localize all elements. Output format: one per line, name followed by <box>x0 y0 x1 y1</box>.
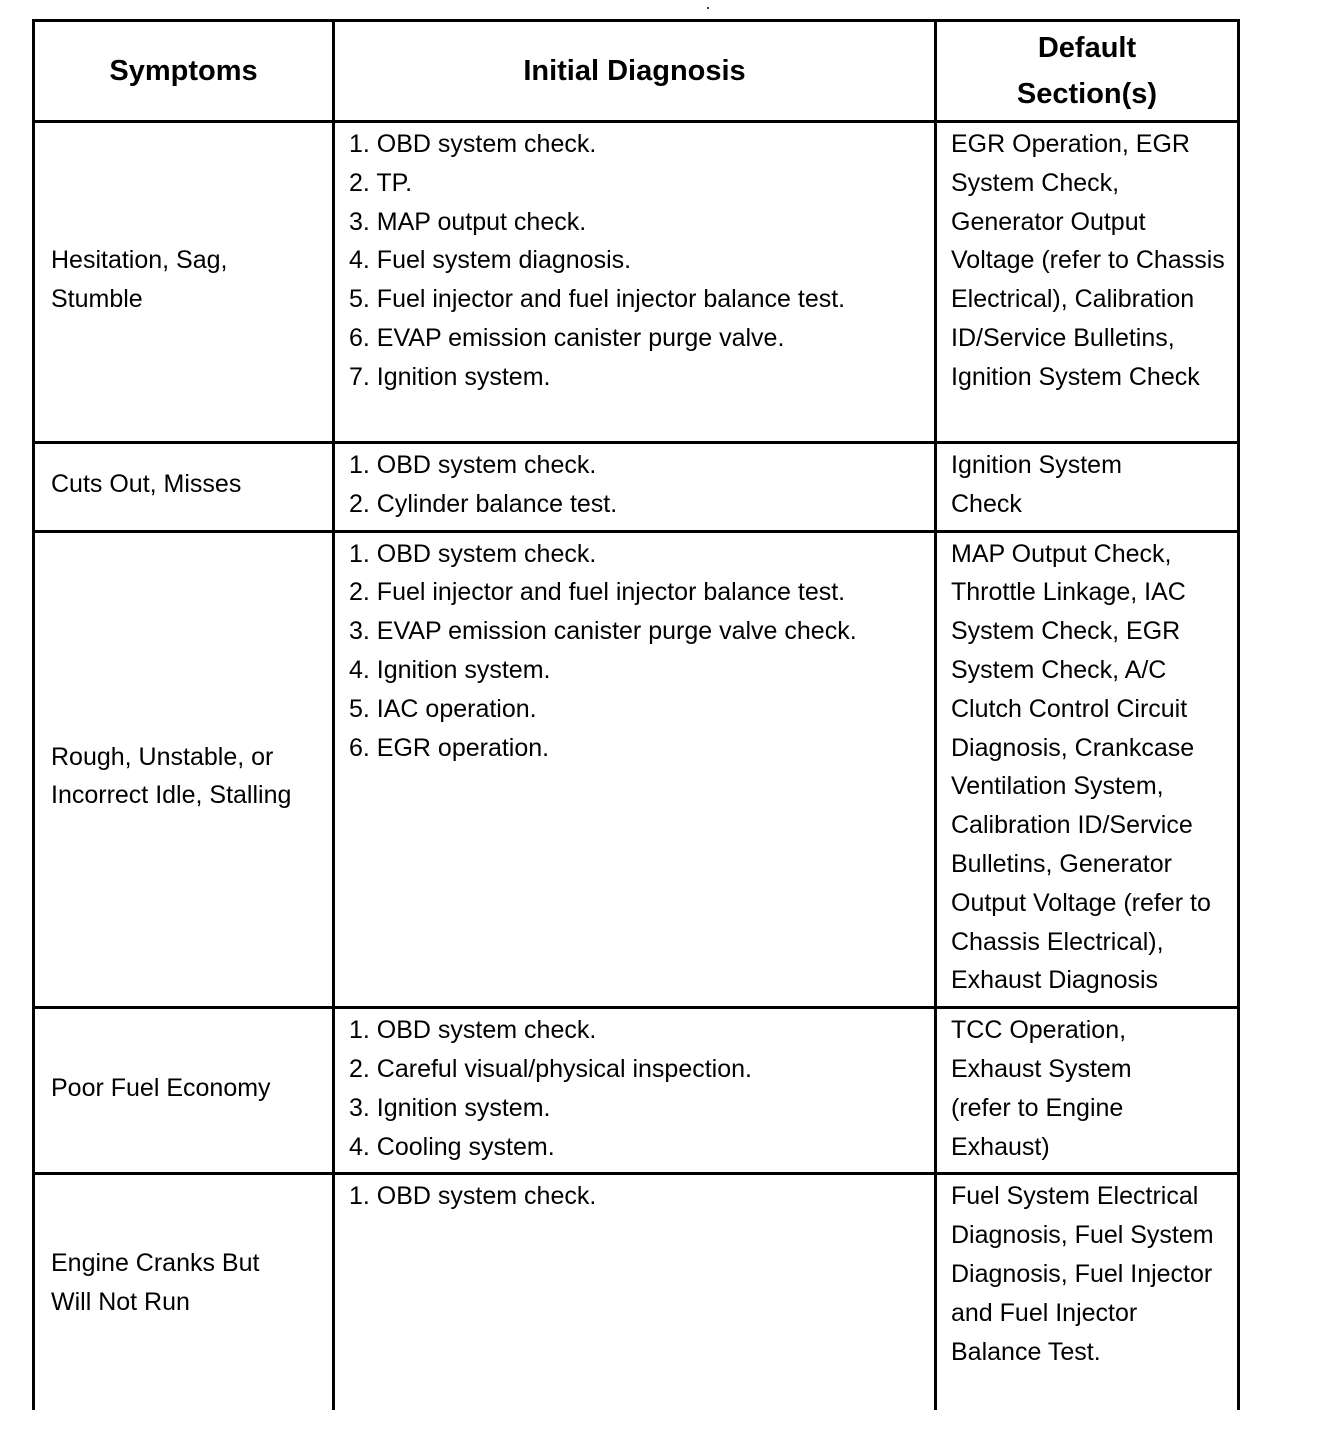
symptom-cell: Engine Cranks But Will Not Run <box>34 1174 334 1410</box>
diagnosis-cell <box>334 122 936 443</box>
list-item: 3. MAP output check. <box>349 207 587 236</box>
table-row <box>34 443 1239 532</box>
list-item: 7. Ignition system. <box>349 362 551 391</box>
diagnosis-steps <box>349 535 924 768</box>
header-initial-diagnosis: Initial Diagnosis <box>334 21 936 122</box>
diagnosis-cell <box>334 1008 936 1174</box>
list-item: 4. Cooling system. <box>349 1132 555 1161</box>
list-item: 5. Fuel injector and fuel injector balance test. <box>349 285 846 314</box>
list-item: 6. EGR operation. <box>349 733 550 762</box>
diagnosis-cell <box>334 531 936 1008</box>
sections-cell: EGR Operation, EGR System Check, Generator Output Voltage (refer to Chassis Electrical), Calibration ID/Service Bulletins, Ignition System Check <box>936 122 1239 443</box>
table-header-row <box>34 21 1239 122</box>
table-row <box>34 1008 1239 1174</box>
list-item: 6. EVAP emission canister purge valve. <box>349 323 785 352</box>
list-item: 2. TP. <box>349 168 413 197</box>
sections-cell: TCC Operation, Exhaust System (refer to Engine Exhaust) <box>936 1008 1239 1174</box>
table-row <box>34 531 1239 1008</box>
list-item: 3. EVAP emission canister purge valve check. <box>349 617 857 646</box>
list-item: 1. OBD system check. <box>349 130 597 158</box>
list-item: 1. OBD system check. <box>349 539 597 568</box>
diagnosis-cell <box>334 1174 936 1410</box>
list-item: 1. OBD system check. <box>349 1182 597 1211</box>
table-row <box>34 122 1239 443</box>
list-item: 4. Ignition system. <box>349 655 551 684</box>
list-item: 3. Ignition system. <box>349 1093 551 1122</box>
list-item: 2. Cylinder balance test. <box>349 489 618 518</box>
list-item: 5. IAC operation. <box>349 694 537 723</box>
symptom-diagnosis-table <box>32 19 1240 1410</box>
symptom-cell: Rough, Unstable, or Incorrect Idle, Stalling <box>34 531 334 1008</box>
diagnosis-steps <box>349 1177 924 1216</box>
header-symptoms: Symptoms <box>34 21 334 122</box>
list-item: 1. OBD system check. <box>349 1016 597 1045</box>
sections-cell: Ignition System Check <box>936 443 1239 532</box>
diagnosis-cell <box>334 443 936 532</box>
diagnosis-steps <box>349 446 924 524</box>
list-item: 2. Careful visual/physical inspection. <box>349 1054 752 1083</box>
scan-speck <box>707 7 709 9</box>
list-item: 4. Fuel system diagnosis. <box>349 246 632 275</box>
symptom-cell: Poor Fuel Economy <box>34 1008 334 1174</box>
table-row <box>34 1174 1239 1410</box>
diagnosis-steps <box>349 1011 924 1166</box>
symptom-cell: Cuts Out, Misses <box>34 443 334 532</box>
list-item: 2. Fuel injector and fuel injector balance test. <box>349 578 846 607</box>
symptom-cell: Hesitation, Sag, Stumble <box>34 122 334 443</box>
sections-cell: MAP Output Check, Throttle Linkage, IAC System Check, EGR System Check, A/C Clutch Control Circuit Diagnosis, Crankcase Ventilation System, Calibration ID/Service Bulletins, Generator Output Voltage (refer to Chassis Electrical), Exhaust Diagnosis <box>936 531 1239 1008</box>
list-item: 1. OBD system check. <box>349 451 597 479</box>
header-default-sections: Default Section(s) <box>936 21 1239 122</box>
diagnosis-steps <box>349 125 924 397</box>
sections-cell: Fuel System Electrical Diagnosis, Fuel System Diagnosis, Fuel Injector and Fuel Injector Balance Test. <box>936 1174 1239 1410</box>
